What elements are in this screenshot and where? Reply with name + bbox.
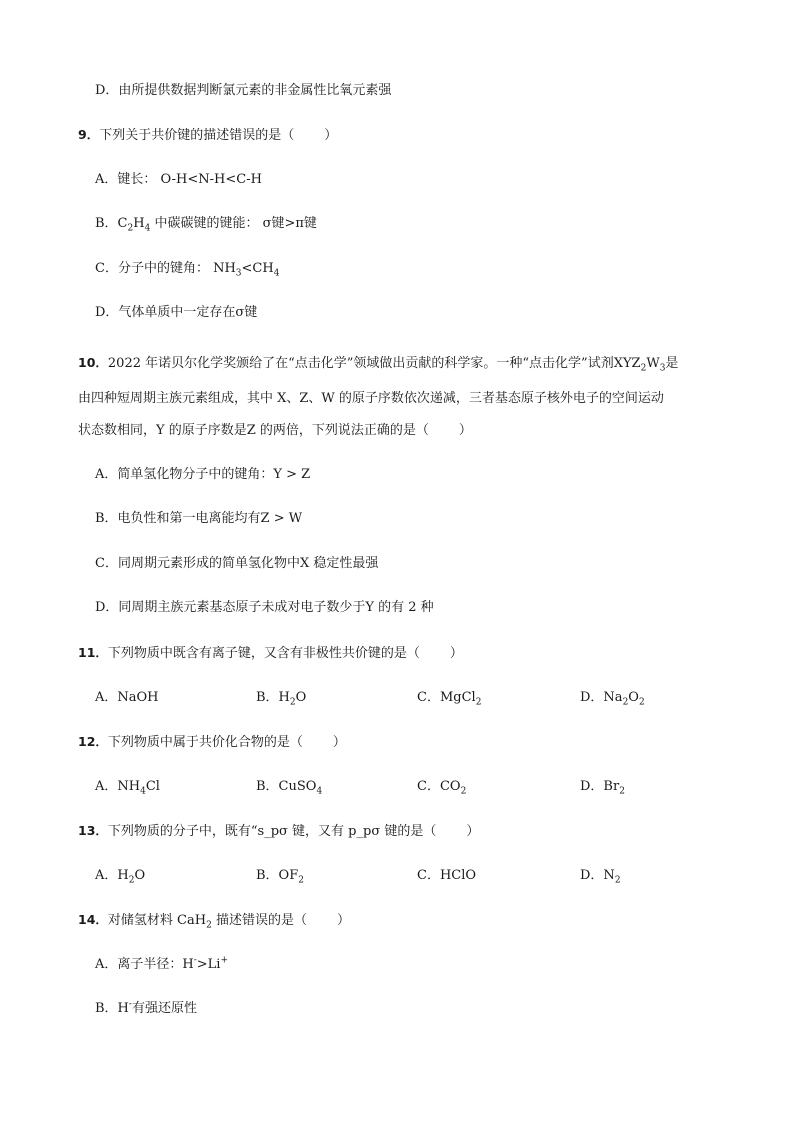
q9-option-b: B．$C_2H_4$ 中碳碳键的键能： σ键>π键 xyxy=(95,216,317,234)
q9-option-d: D．气体单质中一定存在σ键 xyxy=(95,305,258,320)
question-10-line-1: 10．2022 年诺贝尔化学奖颁给了在“点击化学”领域做出贡献的科学家。一种“点击化学”试剂$XYZ_2W_3$是 xyxy=(78,355,679,374)
question-13-number: 13． xyxy=(78,823,108,838)
q12-option-d: D．$Br_2$ xyxy=(580,779,625,797)
q10-option-d: D．同周期主族元素基态原子未成对电子数少于Y 的有 2 种 xyxy=(95,600,434,615)
question-11-number: 11． xyxy=(78,645,108,660)
question-9-close: ） xyxy=(324,128,338,143)
q8-option-d: D．由所提供数据判断氯元素的非金属性比氧元素强 xyxy=(95,83,392,98)
q11-option-c: C．MgCl$_2$ xyxy=(417,690,482,708)
question-12-number: 12． xyxy=(78,734,108,749)
question-10-line-3: 状态数相同，Y 的原子序数是Z 的两倍，下列说法正确的是（ ） xyxy=(78,423,472,438)
question-11: 11．下列物质中既含有离子键，又含有非极性共价键的是（ ） xyxy=(78,645,463,661)
q12-option-b: B．CuSO$_4$ xyxy=(256,779,323,797)
q12-option-a: A．$NH_4Cl$ xyxy=(95,779,160,797)
q10-option-b: B．电负性和第一电离能均有Z > W xyxy=(95,511,303,526)
q10-option-a: A．简单氢化物分子中的键角：Y > Z xyxy=(95,467,311,482)
question-9-number: 9． xyxy=(78,127,100,142)
q14-option-a: A．离子半径：H->Li+ xyxy=(95,955,229,972)
question-10-number: 10． xyxy=(78,355,108,370)
q9-option-a: A．键长： O-H<N-H<C-H xyxy=(95,172,262,187)
q11-option-b: B．$H_2O$ xyxy=(256,690,307,708)
question-10-line-2: 由四种短周期主族元素组成，其中 X、Z、W 的原子序数依次递减，三者基态原子核外电子的空间运动 xyxy=(78,391,664,406)
question-9-stem: 下列关于共价键的描述错误的是（ xyxy=(99,128,295,143)
q14-option-b: B．H-有强还原性 xyxy=(95,999,197,1016)
q9-option-c: C．分子中的键角： $NH_3<CH_4$ xyxy=(95,261,280,279)
q12-option-c: C．$CO_2$ xyxy=(417,779,467,797)
question-12: 12．下列物质中属于共价化合物的是（ ） xyxy=(78,734,346,750)
q13-option-c: C．HClO xyxy=(417,868,477,883)
question-9 xyxy=(78,126,337,145)
q11-option-d: D．$Na_2O_2$ xyxy=(580,690,645,708)
q11-option-a: A．NaOH xyxy=(95,690,159,705)
question-14: 14．对储氢材料 CaH$_2$ 描述错误的是（ ） xyxy=(78,912,350,931)
question-14-number: 14． xyxy=(78,912,108,927)
q13-option-a: A．$H_2O$ xyxy=(95,868,146,886)
q13-option-b: B．$OF_2$ xyxy=(256,868,304,886)
question-13: 13．下列物质的分子中，既有“s_pσ 键，又有 p_pσ 键的是（ ） xyxy=(78,823,480,839)
q13-option-d: D．$N_2$ xyxy=(580,868,621,886)
q10-option-c: C．同周期元素形成的简单氢化物中X 稳定性最强 xyxy=(95,556,379,571)
